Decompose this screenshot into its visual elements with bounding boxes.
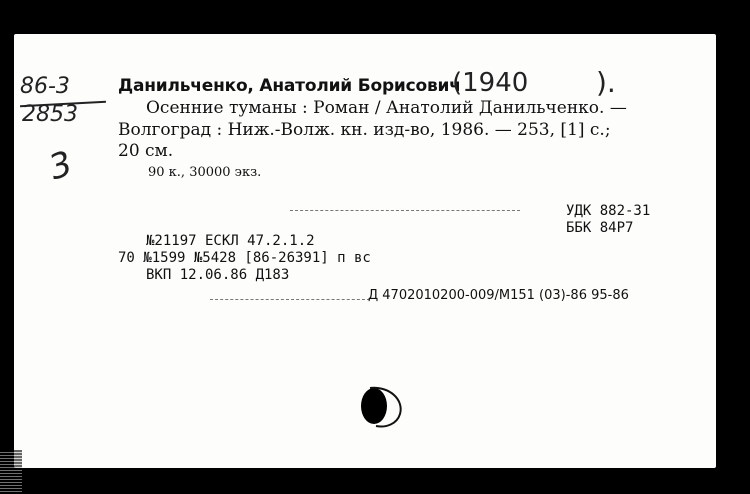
handwritten-birth-year: (1940	[452, 68, 529, 98]
bbk-code: ББК 84Р7	[566, 220, 634, 236]
handwritten-mark: 3	[44, 143, 78, 189]
isbn-leader	[210, 299, 370, 300]
handwritten-close-paren: ).	[596, 66, 616, 99]
tech-line-3: ВКП 12.06.86 Д183	[146, 267, 290, 283]
tech-line-1: №21197 ЕСКЛ 47.2.1.2	[146, 233, 315, 249]
tech-line-2: 70 №1599 №5428 [86-26391] п вс	[118, 250, 371, 266]
imprint-line: Волгоград : Ниж.-Волж. кн. изд-во, 1986. — 253, [1] с.;	[118, 120, 611, 140]
size-line: 20 см.	[118, 141, 174, 161]
title-line: Осенние туманы : Роман / Анатолий Данильченко. —	[146, 98, 627, 118]
udk-code: УДК 882-31	[566, 203, 651, 219]
handwritten-shelf-top: 86-3	[20, 74, 70, 99]
punch-hole	[350, 384, 406, 430]
handwritten-shelf-bottom: 2853	[22, 102, 78, 127]
scan-edge-marks	[0, 450, 22, 494]
scan-edge-right	[716, 0, 750, 494]
price-line: 90 к., 30000 экз.	[148, 165, 262, 180]
dotted-rule	[290, 210, 520, 211]
isbn-line: Д 4702010200-009/М151 (03)-86 95-86	[368, 288, 629, 303]
author-heading: Данильченко, Анатолий Борисович	[118, 76, 461, 96]
